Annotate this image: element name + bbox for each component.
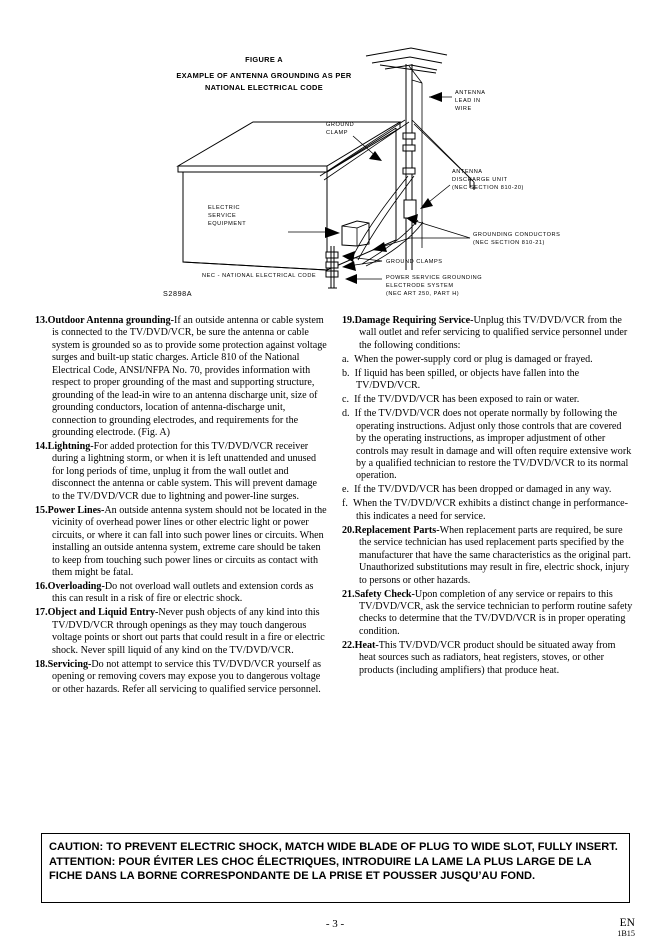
instructions-right-column bbox=[342, 315, 634, 820]
item-term-19: Damage Requiring Service- bbox=[354, 315, 474, 326]
instruction-subitem-19d bbox=[342, 408, 634, 483]
label-antenna-discharge-3: (NEC SECTION 810-20) bbox=[452, 185, 524, 191]
item-number-14: 14. bbox=[35, 441, 48, 453]
figure-title-line2: EXAMPLE OF ANTENNA GROUNDING AS PER bbox=[176, 71, 352, 80]
instruction-subitem-19a bbox=[342, 354, 634, 366]
subitem-body-19e: If the TV/DVD/VCR has been dropped or damaged in any way. bbox=[354, 484, 612, 496]
item-body-17: Never push objects of any kind into this TV/DVD/VCR through openings as they may touch dangerous voltage points or short out parts that could result in a fire or electric shock. Never spill liquid of any kind on the TV/DVD/VCR. bbox=[52, 607, 325, 656]
instruction-item-22 bbox=[342, 640, 634, 677]
label-electric-service-1: ELECTRIC bbox=[208, 205, 241, 211]
item-number-22: 22. bbox=[342, 639, 355, 651]
caution-text-english: CAUTION: TO PREVENT ELECTRIC SHOCK, MATCH WIDE BLADE OF PLUG TO WIDE SLOT, FULLY INSERT. bbox=[49, 841, 618, 853]
instruction-subitem-19c bbox=[342, 394, 634, 406]
label-power-service-3: (NEC ART 250, PART H) bbox=[386, 291, 460, 297]
mast-ground-clamps bbox=[403, 133, 415, 174]
label-antenna-discharge-2: DISCHARGE UNIT bbox=[452, 177, 508, 183]
subitem-body-19b: If liquid has been spilled, or objects have fallen into the TV/DVD/VCR. bbox=[354, 367, 580, 392]
item-body-19: Unplug this TV/DVD/VCR from the wall outlet and refer servicing to qualified service personnel under the following conditions: bbox=[359, 315, 628, 351]
antenna-grounding-figure bbox=[0, 0, 670, 305]
label-electric-service-2: SERVICE bbox=[208, 213, 237, 219]
item-body-18: Do not attempt to service this TV/DVD/VCR yourself as opening or removing covers may expose you to dangerous voltage or other hazards. Refer all servicing to qualified service personnel. bbox=[52, 658, 322, 695]
subitem-body-19d: If the TV/DVD/VCR does not operate normally by following the operating instructions. Adjust only those controls that are covered by the operating instructions, as improper adjustment of other controls may result in damage and will often require extensive work by a qualified technician to restore the TV/DVD/VCR to its normal operation. bbox=[354, 408, 632, 482]
label-antenna-lead-in-2: LEAD IN bbox=[455, 98, 481, 104]
subitem-body-19c: If the TV/DVD/VCR has been exposed to rain or water. bbox=[354, 394, 580, 406]
item-number-19: 19. bbox=[342, 315, 355, 326]
safety-instructions bbox=[35, 315, 635, 820]
item-number-20: 20. bbox=[342, 524, 355, 536]
label-electric-service-3: EQUIPMENT bbox=[208, 221, 247, 227]
subitem-label-19f: f. bbox=[342, 498, 348, 510]
item-term-13: Outdoor Antenna grounding- bbox=[47, 315, 175, 326]
item-body-22: This TV/DVD/VCR product should be situated away from heat sources such as radiators, heat registers, stoves, or other products (including amplifiers) that produce heat. bbox=[359, 639, 616, 676]
subitem-body-19f: When the TV/DVD/VCR exhibits a distinct change in performance-this indicates a need for service. bbox=[352, 498, 629, 522]
page-footer bbox=[0, 918, 670, 952]
item-number-17: 17. bbox=[35, 607, 48, 619]
item-body-14: For added protection for this TV/DVD/VCR receiver during a lightning storm, or when it is left unattended and unused for long periods of time, unplug it from the wall outlet and disconnect the antenna or cable system. This will prevent damage to the TV/DVD/VCR due to lightning and power-line surges. bbox=[52, 441, 317, 502]
subitem-label-19e: e. bbox=[342, 484, 350, 496]
house-structure bbox=[178, 122, 400, 270]
instruction-item-20 bbox=[342, 525, 634, 587]
subitem-label-19a: a. bbox=[342, 353, 350, 365]
instruction-subitem-19f bbox=[342, 498, 634, 523]
instruction-item-19 bbox=[342, 315, 634, 352]
label-grounding-conductors-2: (NEC SECTION 810-21) bbox=[473, 240, 545, 246]
instruction-item-17 bbox=[35, 607, 327, 657]
item-body-16: Do not overload wall outlets and extension cords as this can result in a risk of fire or electric shock. bbox=[52, 581, 314, 605]
footer-document-code: 1B15 bbox=[617, 929, 635, 938]
caution-notice-box bbox=[41, 833, 630, 903]
item-number-21: 21. bbox=[342, 588, 355, 600]
instruction-item-18 bbox=[35, 659, 327, 696]
label-nec-footnote: NEC - NATIONAL ELECTRICAL CODE bbox=[202, 273, 317, 279]
subitem-body-19a: When the power-supply cord or plug is damaged or frayed. bbox=[354, 353, 593, 365]
item-term-15: Power Lines- bbox=[47, 504, 105, 516]
item-term-20: Replacement Parts- bbox=[354, 524, 440, 536]
item-term-16: Overloading- bbox=[47, 581, 105, 593]
figure-title-line1: FIGURE A bbox=[245, 55, 283, 64]
label-ground-clamp-1: GROUND bbox=[326, 122, 355, 128]
label-power-service-2: ELECTRODE SYSTEM bbox=[386, 283, 454, 289]
item-body-13: If an outside antenna or cable system is connected to the TV/DVD/VCR, be sure the antenna or cable system is grounded so as to provide some protection against voltage surges and built-up static charges. Article 810 of the National Electrical Code, ANSI/NFPA No. 70, provides information with respect to proper grounding of the mast and supporting structure, grounding of the lead-in wire to an antenna discharge unit, size of grounding conductors, location of antenna-discharge unit, connection to grounding electrodes, and requirements for the grounding electrode. (Fig. A) bbox=[52, 315, 327, 439]
item-term-21: Safety Check- bbox=[354, 588, 415, 600]
instruction-item-15 bbox=[35, 505, 327, 580]
item-body-15: An outside antenna system should not be located in the vicinity of overhead power lines or other electric light or power circuits, or where it can fall into such power lines or circuits. When installing an outside antenna system, extreme care should be taken to keep from touching such power lines or circuits as contact with them might be fatal. bbox=[52, 504, 327, 579]
instruction-subitem-19b bbox=[342, 368, 634, 393]
figure-drawing-code: S2898A bbox=[163, 289, 193, 298]
item-term-18: Servicing- bbox=[47, 658, 92, 670]
instruction-item-14 bbox=[35, 441, 327, 503]
item-number-15: 15. bbox=[35, 504, 48, 516]
instruction-item-13 bbox=[35, 315, 327, 440]
item-body-21: Upon completion of any service or repairs to this TV/DVD/VCR, ask the service technician to perform routine safety checks to determine that the TV/DVD/VCR is in proper operating condition. bbox=[359, 588, 633, 637]
label-antenna-discharge-1: ANTENNA bbox=[452, 169, 483, 175]
subitem-label-19b: b. bbox=[342, 367, 350, 379]
page-number: - 3 - bbox=[325, 918, 345, 930]
electric-service-equipment-box bbox=[342, 221, 369, 246]
item-body-20: When replacement parts are required, be sure the service technician has used replacement parts specified by the manufacturer that have the same characteristics as the original part. Unauthorized substitutions may result in fire, electric shock, injury to persons or other hazards. bbox=[359, 524, 631, 586]
instructions-left-column bbox=[35, 315, 327, 820]
item-term-22: Heat- bbox=[354, 639, 379, 651]
label-grounding-conductors-1: GROUNDING CONDUCTORS bbox=[473, 232, 561, 238]
instruction-subitem-19e bbox=[342, 484, 634, 496]
item-term-17: Object and Liquid Entry- bbox=[47, 607, 159, 619]
label-antenna-lead-in-1: ANTENNA bbox=[455, 90, 486, 96]
subitem-label-19c: c. bbox=[342, 394, 350, 406]
label-antenna-lead-in-3: WIRE bbox=[455, 106, 472, 112]
label-ground-clamp-2: CLAMP bbox=[326, 130, 349, 136]
instruction-item-16 bbox=[35, 581, 327, 606]
footer-language-code: EN bbox=[619, 917, 635, 929]
callout-leaders bbox=[288, 92, 470, 284]
instruction-item-21 bbox=[342, 589, 634, 639]
antenna-mast bbox=[406, 64, 422, 270]
figure-drawing bbox=[0, 0, 670, 305]
item-term-14: Lightning- bbox=[47, 441, 94, 453]
item-number-16: 16. bbox=[35, 581, 48, 593]
label-ground-clamps: GROUND CLAMPS bbox=[386, 259, 443, 265]
footer-right-block bbox=[617, 917, 635, 939]
wall-ground-clamps bbox=[326, 252, 338, 277]
subitem-label-19d: d. bbox=[342, 408, 350, 420]
item-number-18: 18. bbox=[35, 658, 48, 670]
label-power-service-1: POWER SERVICE GROUNDING bbox=[386, 275, 483, 281]
figure-title-line3: NATIONAL ELECTRICAL CODE bbox=[204, 83, 324, 92]
item-number-13: 13. bbox=[35, 315, 48, 326]
caution-text-french: ATTENTION: POUR ÉVITER LES CHOC ÉLECTRIQUES, INTRODUIRE LA LAME LA PLUS LARGE DE LA FICHE DANS LA BORNE CORRESPONDANTE DE LA PRISE ET POUSSER JUSQU’AU FOND. bbox=[49, 856, 592, 883]
